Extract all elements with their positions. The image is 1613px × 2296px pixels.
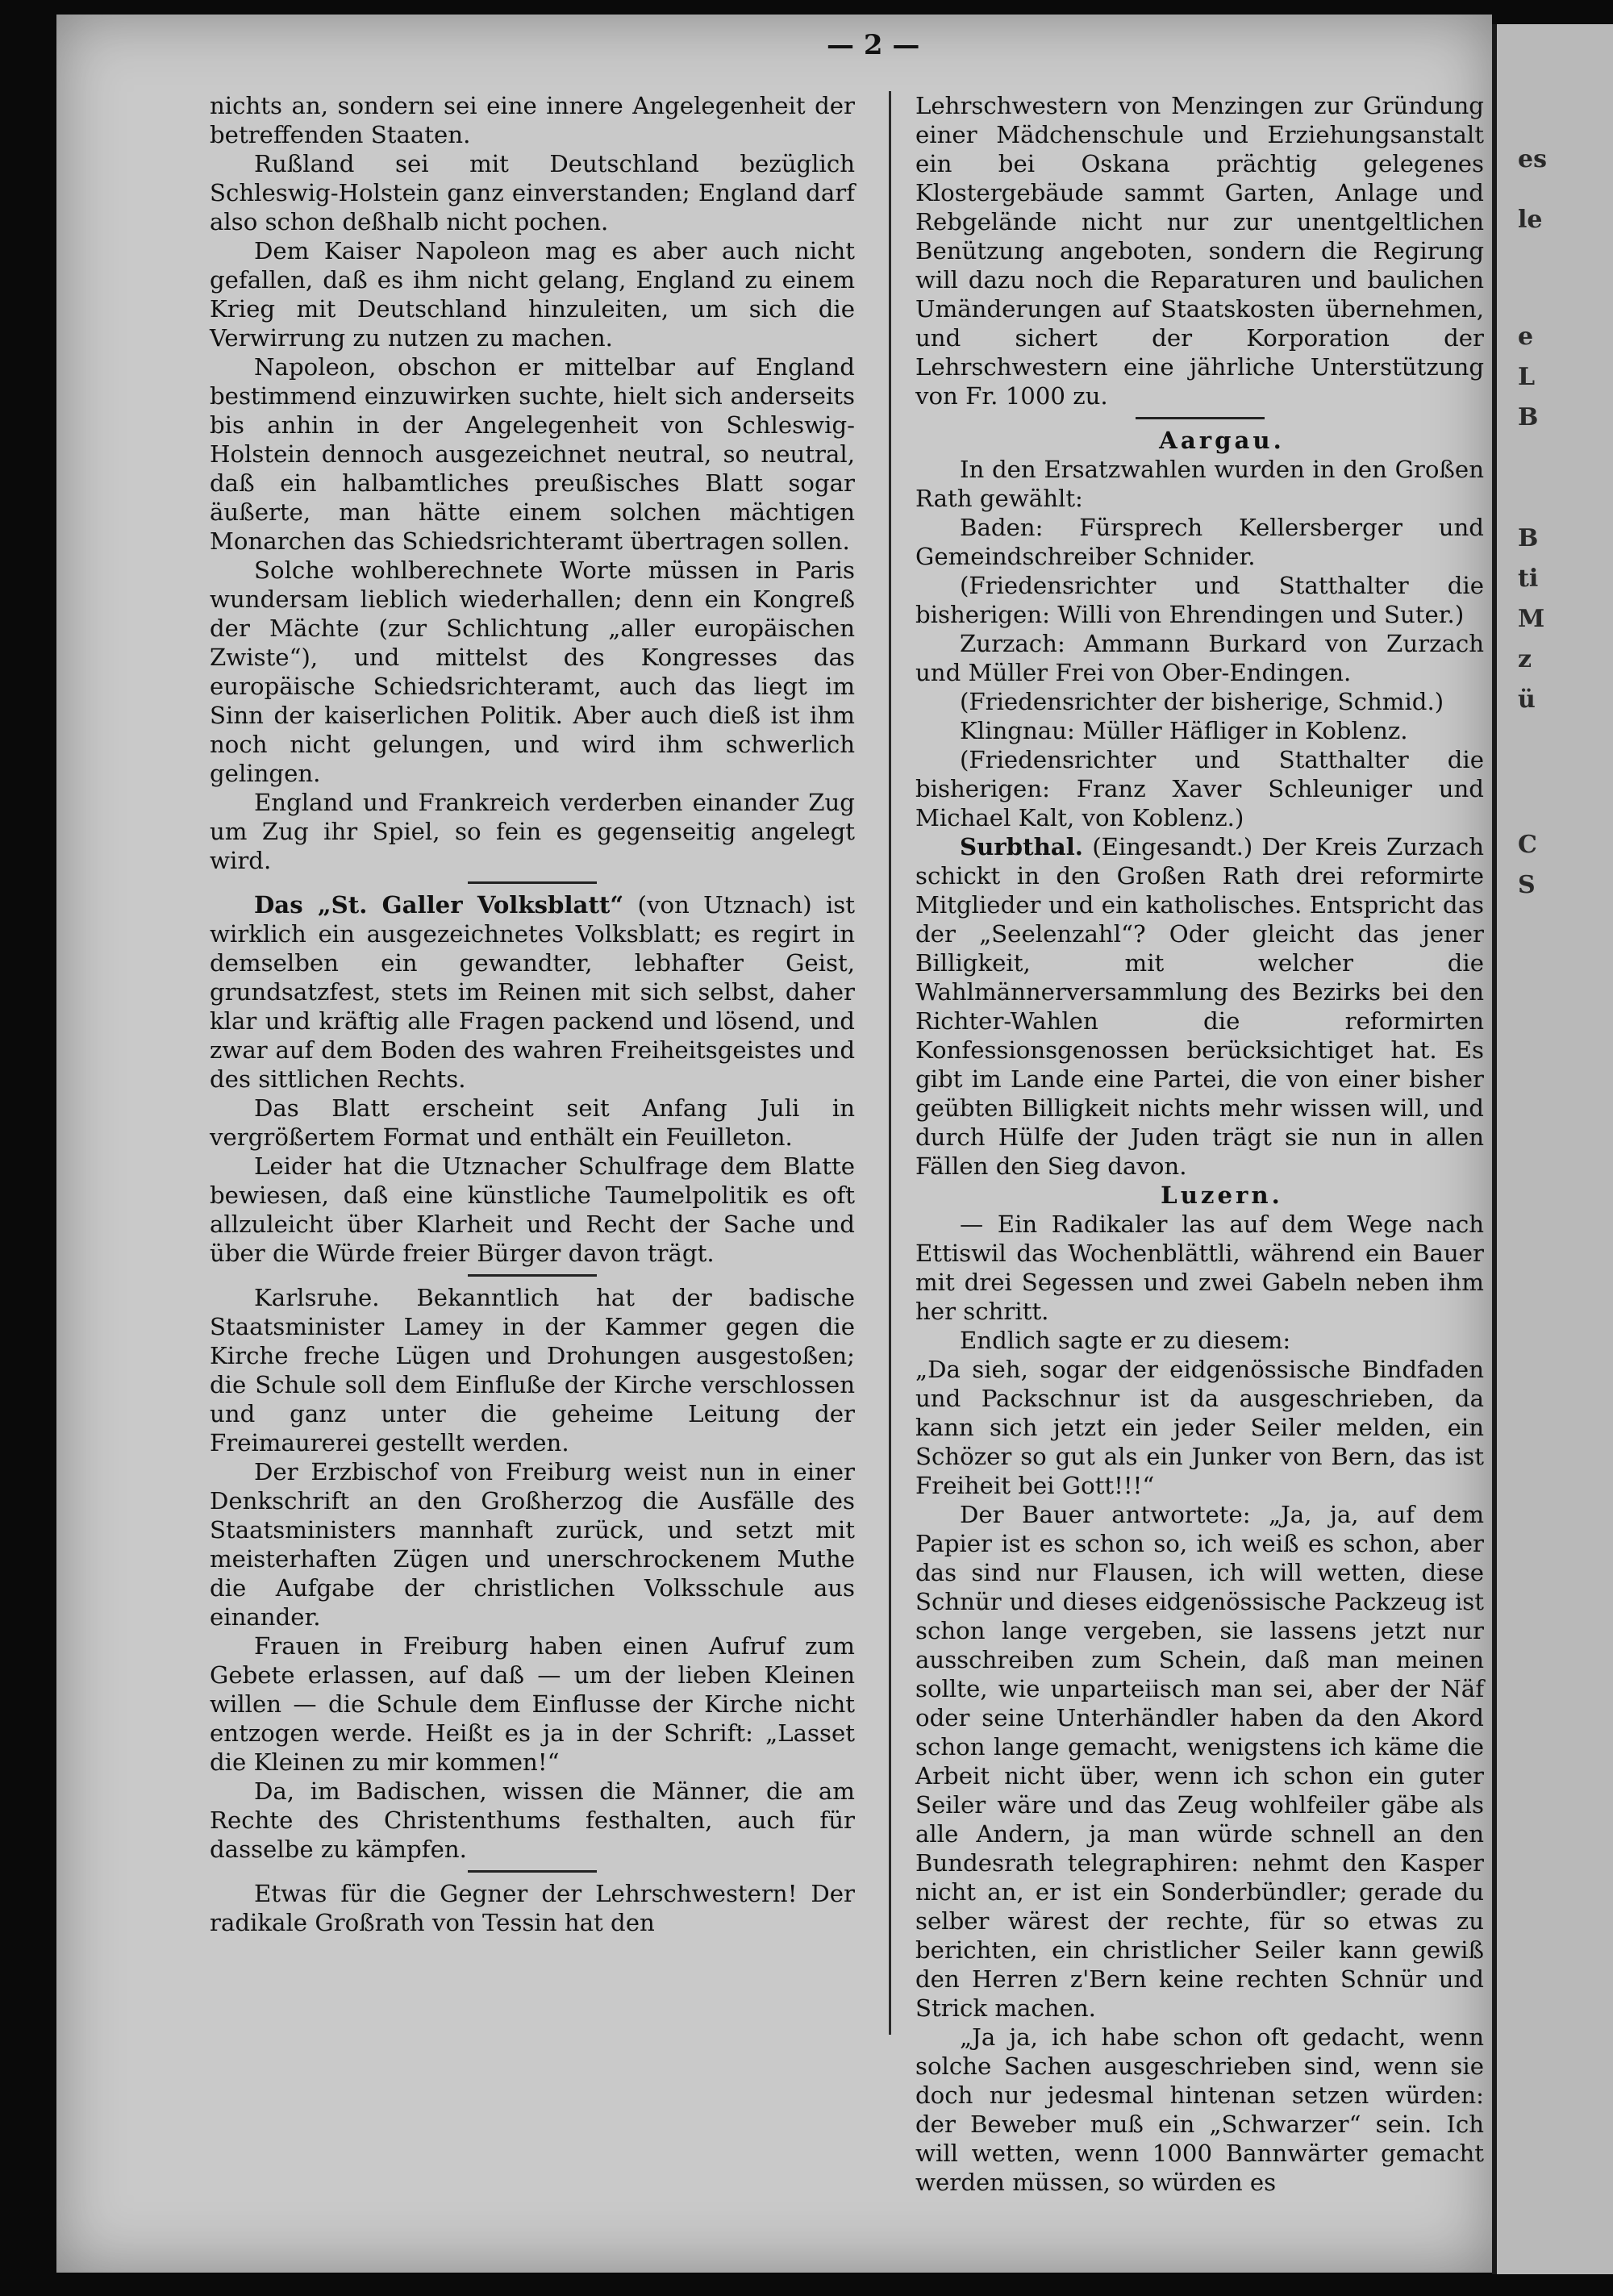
paragraph-text: Der Erzbischof von Freiburg weist nun in einer Denkschrift an den Großherzog die Ausfälle des Staatsministers mannhaft zurück, und setzt mit meisterhaften Zügen und unerschrockenem Muthe die Aufgabe der christlichen Volksschule aus einander. <box>210 1458 855 1631</box>
paragraph-text: (Friedensrichter und Statthalter die bisherigen: Franz Xaver Schleuniger und Michael Kalt, von Koblenz.) <box>915 746 1484 831</box>
paragraph-text: Zurzach: Ammann Burkard von Zurzach und Müller Frei von Ober-Endingen. <box>915 630 1484 686</box>
section-heading <box>915 426 1484 455</box>
paragraph-text: (von Utznach) ist wirklich ein ausgezeichnetes Volksblatt; es regirt in demselben ein gewandter, lebhafter Geist, grundsatzfest, stets im Reinen mit sich selbst, daher klar und kräftig alle Fragen packend und lösend, und zwar auf dem Boden des wahren Freiheitsgeistes und des sittlichen Rechts. <box>210 891 856 1093</box>
paragraph-text: (Friedensrichter und Statthalter die bisherigen: Willi von Ehrendingen und Suter.) <box>915 572 1484 628</box>
section-divider <box>468 1870 597 1873</box>
paragraph-text: Dem Kaiser Napoleon mag es aber auch nicht gefallen, daß es ihm nicht gelang, England zu einem Krieg mit Deutschland hinzuleiten, um sich die Verwirrung zu nutzen zu machen. <box>210 237 855 352</box>
paragraph-text: Luzern. <box>1161 1181 1283 1209</box>
paragraph-text: Aargau. <box>1159 427 1285 454</box>
article-paragraph <box>210 788 855 875</box>
article-paragraph <box>210 1777 855 1864</box>
paragraph-text: Klingnau: Müller Häfliger in Koblenz. <box>960 717 1408 744</box>
paragraph-text: „Ja ja, ich habe schon oft gedacht, wenn solche Sachen ausgeschrieben sind, wenn sie doch nur jedesmal hintenan setzen würden: der Beweber muß ein „Schwarzer“ sein. Ich will wetten, wenn 1000 Bannwärter gemacht werden müssen, so würden es <box>915 2023 1484 2196</box>
section-divider <box>468 1274 597 1277</box>
article-paragraph <box>915 1326 1484 1355</box>
article-paragraph <box>915 513 1484 571</box>
article-paragraph <box>915 1355 1484 1500</box>
right-column <box>915 91 1484 2197</box>
adjacent-page-fragment: C <box>1518 831 1537 859</box>
column-divider <box>889 91 891 2035</box>
paragraph-text: Solche wohlberechnete Worte müssen in Paris wundersam lieblich wiederhallen; denn ein Kongreß der Mächte (zur Schlichtung „aller europäischen Zwiste“), und mittelst des Kongresses das europäische Schiedsrichteramt, auch das liegt im Sinn der kaiserlichen Politik. Aber auch dieß ist ihm noch nicht gelungen, und wird ihm schwerlich gelingen. <box>210 556 855 787</box>
paragraph-text: Lehrschwestern von Menzingen zur Gründung einer Mädchenschule und Erziehungsanstalt ein bei Oskana prächtig gelegenes Klostergebäude sammt Garten, Anlage und Rebgelände nicht nur zur unentgeltlichen Benützung angeboten, sondern die Regirung will dazu noch die Reparaturen und baulichen Umänderungen auf Staatskosten übernehmen, und sichert der Korporation der Lehrschwestern eine jährliche Unterstützung von Fr. 1000 zu. <box>915 92 1484 410</box>
article-paragraph <box>915 745 1484 832</box>
article-paragraph <box>210 1283 855 1457</box>
adjacent-page-fragment: e <box>1518 323 1534 351</box>
adjacent-page-fragment: z <box>1518 645 1532 673</box>
paragraph-text: Napoleon, obschon er mittelbar auf England bestimmend einzuwirken suchte, hielt sich anderseits bis anhin in der Angelegenheit von Schleswig-Holstein dennoch ausgezeichnet neutral, so neutral, daß ein halbamtliches preußisches Blatt sogar äußerte, man hätte einem solchen mächtigen Monarchen das Schiedsrichteramt übertragen sollen. <box>210 353 855 555</box>
article-paragraph <box>210 149 855 236</box>
paragraph-text: Baden: Fürsprech Kellersberger und Gemeindschreiber Schnider. <box>915 514 1484 570</box>
adjacent-page-fragment: B <box>1518 524 1539 552</box>
newspaper-page <box>56 15 1492 2273</box>
paragraph-text: Rußland sei mit Deutschland bezüglich Schleswig-Holstein ganz einverstanden; England darf also schon deßhalb nicht pochen. <box>210 150 855 235</box>
article-paragraph <box>915 2023 1484 2197</box>
article-paragraph <box>915 571 1484 629</box>
adjacent-page-edge <box>1492 24 1613 2274</box>
article-paragraph <box>915 455 1484 513</box>
section-divider <box>1136 417 1265 419</box>
article-paragraph <box>915 1210 1484 1326</box>
paragraph-text: Der Bauer antwortete: „Ja, ja, auf dem Papier ist es schon so, ich weiß es schon, aber das sind nur Flausen, ich will wetten, diese Schnür und dieses eidgenössische Packzeug ist schon lange vergeben, sie lassens jetzt nur ausschreiben zum Schein, daß man meinen sollte, wie unparteiisch man sei, aber der Näf oder seine Unterhändler haben da den Akord schon lange gemacht, wenigstens ich käme die Arbeit nicht über, wenn ich schon ein guter Seiler wäre und das Zeug wohlfeiler gäbe als alle Andern, ja man würde schnell an den Bundesrath telegraphiren: nehmt den Kasper nicht an, er ist ein Sonderbündler; gerade du selber wärest der rechte, für so etwas zu berichten, ein christlicher Seiler kann gewiß den Herren z'Bern keine rechten Schnür und Strick machen. <box>915 1501 1484 2022</box>
article-paragraph <box>210 1094 855 1152</box>
article-paragraph <box>210 556 855 788</box>
paragraph-text: nichts an, sondern sei eine innere Angelegenheit der betreffenden Staaten. <box>210 92 855 148</box>
article-paragraph <box>210 1631 855 1777</box>
paragraph-text: (Friedensrichter der bisherige, Schmid.) <box>960 688 1444 715</box>
article-paragraph <box>210 1152 855 1268</box>
article-paragraph <box>915 91 1484 410</box>
paragraph-text: (Eingesandt.) Der Kreis Zurzach schickt in den Großen Rath drei reformirte Mitglieder und ein katholisches. Entspricht das der „Seelenzahl“? Oder gleicht das jener Billigkeit, mit welcher die Wahlmännerversammlung des Bezirks bei den Richter-Wahlen die reformirten Konfessionsgenossen berücksichtiget hat. Es gibt im Lande eine Partei, die von einer bisher geübten Billigkeit nichts mehr wissen will, und durch Hülfe der Juden trägt sie nun in allen Fällen den Sieg davon. <box>915 833 1484 1180</box>
article-paragraph <box>915 716 1484 745</box>
paragraph-lead: Das „St. Galler Volksblatt“ <box>254 891 624 919</box>
article-paragraph <box>915 687 1484 716</box>
paragraph-text: Frauen in Freiburg haben einen Aufruf zum Gebete erlassen, auf daß — um der lieben Kleinen willen — die Schule dem Einflusse der Kirche nicht entzogen werde. Heißt es ja in der Schrift: „Lasset die Kleinen zu mir kommen!“ <box>210 1632 855 1776</box>
article-paragraph <box>210 1879 855 1937</box>
article-paragraph <box>915 1500 1484 2023</box>
adjacent-page-fragment: le <box>1518 206 1543 234</box>
adjacent-page-fragment: es <box>1518 145 1547 173</box>
paragraph-text: Das Blatt erscheint seit Anfang Juli in vergrößertem Format und enthält ein Feuilleton. <box>210 1094 855 1151</box>
paragraph-text: Etwas für die Gegner der Lehrschwestern! Der radikale Großrath von Tessin hat den <box>210 1880 855 1936</box>
adjacent-page-fragment: S <box>1518 871 1536 899</box>
adjacent-page-fragment: B <box>1518 403 1539 431</box>
adjacent-page-fragment: ü <box>1518 685 1536 714</box>
section-divider <box>468 881 597 884</box>
paragraph-text: Da, im Badischen, wissen die Männer, die am Rechte des Christenthums festhalten, auch für dasselbe zu kämpfen. <box>210 1777 855 1863</box>
adjacent-page-fragment: M <box>1518 605 1545 633</box>
paragraph-text: — Ein Radikaler las auf dem Wege nach Ettiswil das Wochenblättli, während ein Bauer mit drei Segessen und zwei Gabeln neben ihm her schritt. <box>915 1211 1484 1325</box>
paragraph-text: Endlich sagte er zu diesem: <box>960 1327 1291 1354</box>
paragraph-text: In den Ersatzwahlen wurden in den Großen Rath gewählt: <box>915 456 1484 512</box>
article-paragraph <box>915 832 1484 1181</box>
article-paragraph <box>210 91 855 149</box>
adjacent-page-fragment: ti <box>1518 565 1539 593</box>
article-paragraph <box>210 1457 855 1631</box>
paragraph-text: England und Frankreich verderben einander Zug um Zug ihr Spiel, so fein es gegenseitig angelegt wird. <box>210 789 855 874</box>
page-number: — 2 — <box>827 29 920 61</box>
paragraph-text: Leider hat die Utznacher Schulfrage dem Blatte bewiesen, daß eine künstliche Taumelpolitik es oft allzuleicht über Klarheit und Recht der Sache und über die Würde freier Bürger davon trägt. <box>210 1152 855 1267</box>
adjacent-page-fragment: L <box>1518 363 1536 391</box>
article-paragraph <box>210 352 855 556</box>
section-heading <box>915 1181 1484 1210</box>
article-paragraph <box>915 629 1484 687</box>
paragraph-lead: Surbthal. <box>960 833 1083 860</box>
article-paragraph <box>210 236 855 352</box>
left-column <box>210 91 855 1937</box>
paragraph-text: „Da sieh, sogar der eidgenössische Bindfaden und Packschnur ist da ausgeschrieben, da kann sich jetzt ein jeder Seiler melden, ein Schözer so gut als ein Junker von Bern, das ist Freiheit bei Gott!!!“ <box>915 1356 1484 1499</box>
article-paragraph <box>210 890 855 1094</box>
paragraph-text: Karlsruhe. Bekanntlich hat der badische Staatsminister Lamey in der Kammer gegen die Kirche freche Lügen und Drohungen ausgestoßen; die Schule soll dem Einfluße der Kirche verschlossen und ganz unter die geheime Leitung der Freimaurerei gestellt werden. <box>210 1284 855 1456</box>
